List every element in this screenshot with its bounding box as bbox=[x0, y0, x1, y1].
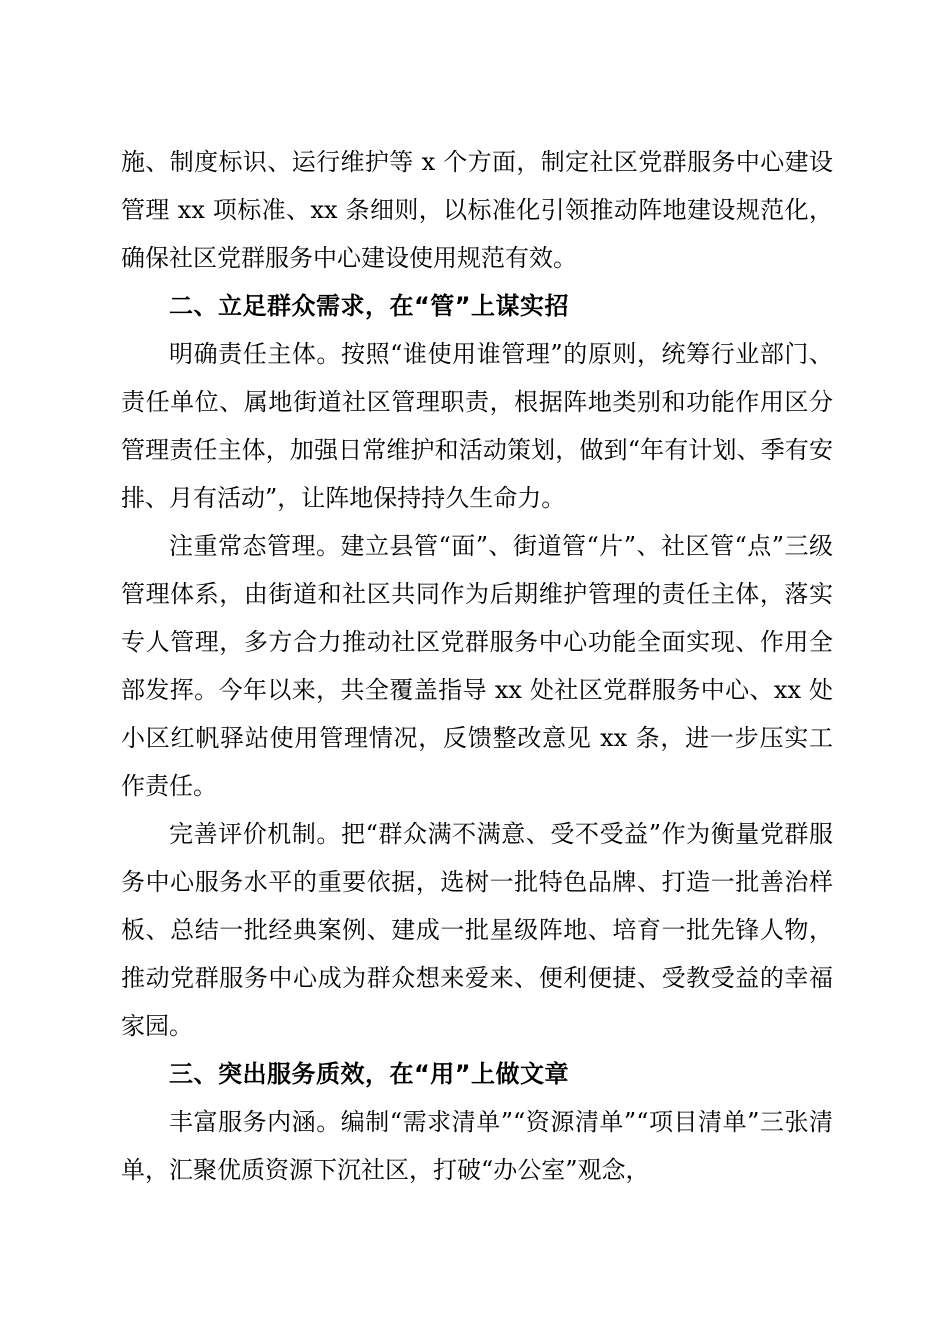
paragraph-routine-management: 注重常态管理。建立县管“面”、街道管“片”、社区管“点”三级管理体系，由街道和社区共同作为后期维护管理的责任主体，落实专人管理，多方合力推动社区党群服务中心功能全面实现、作用全部发挥。今年以来，共全覆盖指导 xx 处社区党群服务中心、xx 处小区红帆驿站使用管理情况，反馈整改意见 xx 条，进一步压实工作责任。 bbox=[121, 532, 833, 800]
section-heading-2: 二、立足群众需求，在“管”上谋实招 bbox=[169, 292, 570, 320]
paragraph-continuation: 施、制度标识、运行维护等 x 个方面，制定社区党群服务中心建设管理 xx 项标准、xx 条细则，以标准化引领推动阵地建设规范化，确保社区党群服务中心建设使用规范有效。 bbox=[121, 148, 833, 272]
paragraph-responsibility: 明确责任主体。按照“谁使用谁管理”的原则，统筹行业部门、责任单位、属地街道社区管理职责，根据阵地类别和功能作用区分管理责任主体，加强日常维护和活动策划，做到“年有计划、季有安排、月有活动”，让阵地保持持久生命力。 bbox=[121, 340, 833, 512]
paragraph-service-content: 丰富服务内涵。编制“需求清单”“资源清单”“项目清单”三张清单，汇聚优质资源下沉社区，打破“办公室”观念， bbox=[121, 1108, 833, 1184]
section-heading-3: 三、突出服务质效，在“用”上做文章 bbox=[169, 1060, 570, 1088]
document-body bbox=[121, 138, 833, 1194]
paragraph-evaluation: 完善评价机制。把“群众满不满意、受不受益”作为衡量党群服务中心服务水平的重要依据，选树一批特色品牌、打造一批善治样板、总结一批经典案例、建成一批星级阵地、培育一批先锋人物，推动党群服务中心成为群众想来爱来、便利便捷、受教受益的幸福家园。 bbox=[121, 820, 833, 1040]
